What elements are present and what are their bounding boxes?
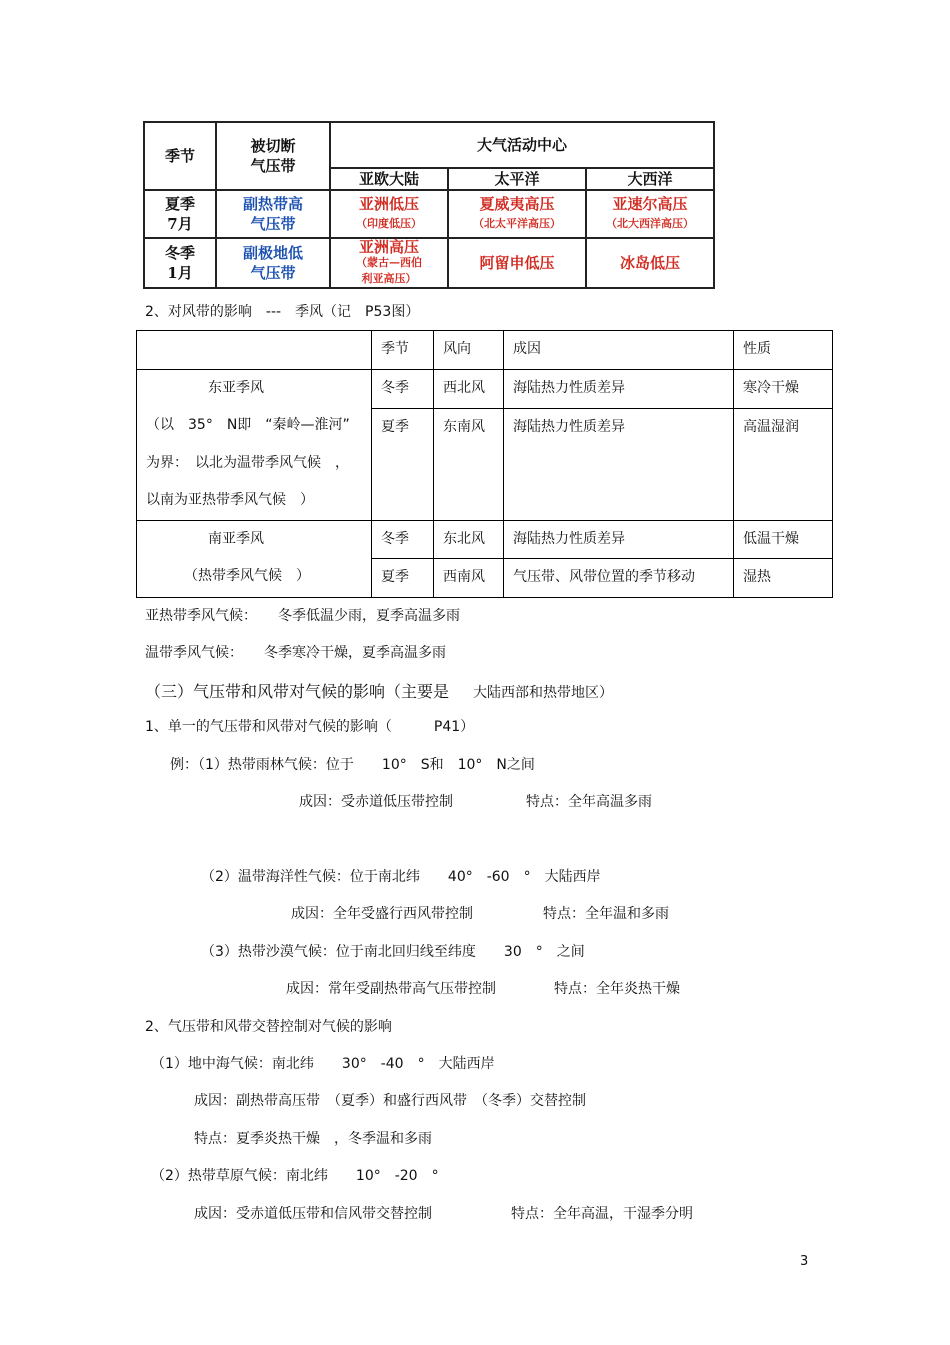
cell-wind: 东南风: [434, 408, 504, 520]
example-1-cause: 成因：受赤道低压带控制: [299, 794, 453, 810]
example-3: （3）热带沙漠气候：位于南北回归线至纬度 30 ° 之间: [201, 944, 585, 960]
cell-nature: 寒冷干燥: [734, 369, 833, 408]
hdr-pacific: 太平洋: [448, 168, 586, 190]
cell-wind: 西北风: [434, 369, 504, 408]
example-2-feature: 特点：全年温和多雨: [543, 906, 669, 922]
east-asia-note-3: 以南为亚热带季风气候 ）: [146, 492, 314, 508]
section-3-1-title: 1、单一的气压带和风带对气候的影响（ P41）: [145, 719, 475, 735]
cell-season: 夏季: [372, 408, 434, 520]
monsoon-table: [136, 330, 833, 598]
hdr-atlantic: 大西洋: [586, 168, 714, 190]
example-1-feature: 特点：全年高温多雨: [526, 794, 652, 810]
savanna-line: （2）热带草原气候：南北纬 10° -20 °: [151, 1168, 439, 1184]
cell-cause: 海陆热力性质差异: [504, 408, 734, 520]
summer-belt: 副热带高 气压带: [216, 190, 330, 238]
hdr-broken-belt: 被切断 气压带: [216, 122, 330, 190]
example-1: 例：（1）热带雨林气候：位于 10° S和 10° N之间: [170, 757, 535, 773]
page-number: 3: [800, 1254, 809, 1269]
section-3-heading: （三）气压带和风带对气候的影响（主要是 大陆西部和热带地区）: [145, 682, 614, 701]
mediterranean-cause: 成因：副热带高压带 （夏季）和盛行西风带 （冬季）交替控制: [194, 1093, 586, 1109]
th-wind: 风向: [434, 331, 504, 370]
cell-wind: 西南风: [434, 559, 504, 598]
section-3-2-title: 2、气压带和风带交替控制对气候的影响: [145, 1019, 392, 1035]
hdr-center: 大气活动中心: [330, 122, 714, 168]
subtropical-monsoon-line: 亚热带季风气候： 冬季低温少雨，夏季高温多雨: [145, 608, 460, 624]
example-3-feature: 特点：全年炎热干燥: [554, 981, 680, 997]
cell-wind: 东北风: [434, 520, 504, 559]
summer-eurasia: 亚洲低压 （印度低压）: [330, 190, 448, 238]
mediterranean-line: （1）地中海气候：南北纬 30° -40 ° 大陆西岸: [151, 1056, 495, 1072]
th-empty: [137, 331, 372, 370]
south-asia-note: （热带季风气候 ）: [184, 568, 310, 584]
east-asia-note-1: （以 35° N即 “秦岭—淮河”: [146, 417, 350, 433]
winter-eurasia: 亚洲高压 （蒙古—西伯 利亚高压）: [330, 238, 448, 288]
summer-season: 夏季 7月: [144, 190, 216, 238]
east-asia-note-2: 为界： 以北为温带季风气候 ，: [146, 454, 349, 471]
east-asia-name: 东亚季风: [208, 379, 264, 396]
example-2: （2）温带海洋性气候：位于南北纬 40° -60 ° 大陆西岸: [201, 869, 601, 885]
winter-atlantic: 冰岛低压: [586, 238, 714, 288]
th-nature: 性质: [734, 331, 833, 370]
cell-season: 冬季: [372, 520, 434, 559]
temperate-monsoon-line: 温带季风气候： 冬季寒冷干燥，夏季高温多雨: [145, 645, 446, 661]
summer-pacific: 夏威夷高压 （北太平洋高压）: [448, 190, 586, 238]
savanna-cause: 成因：受赤道低压带和信风带交替控制: [194, 1206, 432, 1222]
cell-nature: 湿热: [734, 559, 833, 598]
table-header-row: [137, 331, 833, 370]
example-3-cause: 成因：常年受副热带高气压带控制: [286, 981, 496, 997]
winter-pacific: 阿留申低压: [448, 238, 586, 288]
cell-season: 冬季: [372, 369, 434, 408]
summer-atlantic: 亚速尔高压 （北大西洋高压）: [586, 190, 714, 238]
south-asia-name: 南亚季风: [208, 530, 264, 547]
winter-belt: 副极地低 气压带: [216, 238, 330, 288]
th-season: 季节: [372, 331, 434, 370]
hdr-season: 季节: [144, 122, 216, 190]
savanna-feature: 特点：全年高温，干湿季分明: [511, 1206, 693, 1222]
mediterranean-feature: 特点：夏季炎热干燥 ，冬季温和多雨: [194, 1131, 432, 1147]
winter-season: 冬季 1月: [144, 238, 216, 288]
east-asia-cell: [137, 369, 372, 520]
cell-cause: 海陆热力性质差异: [504, 369, 734, 408]
section-2-title: 2、对风带的影响 --- 季风（记 P53图）: [145, 304, 420, 320]
cell-season: 夏季: [372, 559, 434, 598]
cell-nature: 低温干燥: [734, 520, 833, 559]
example-2-cause: 成因：全年受盛行西风带控制: [291, 906, 473, 922]
hdr-eurasia: 亚欧大陆: [330, 168, 448, 190]
table-row: [137, 520, 833, 559]
cell-nature: 高温湿润: [734, 408, 833, 520]
th-cause: 成因: [504, 331, 734, 370]
cell-cause: 气压带、风带位置的季节移动: [504, 559, 734, 598]
south-asia-cell: [137, 520, 372, 597]
table-row: [137, 369, 833, 408]
cell-cause: 海陆热力性质差异: [504, 520, 734, 559]
pressure-center-table-image: [143, 121, 715, 289]
